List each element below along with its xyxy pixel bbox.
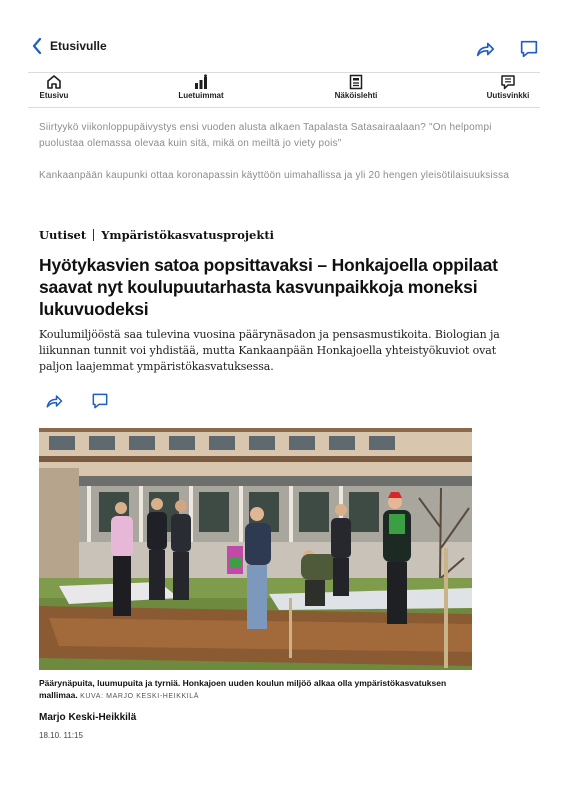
article-lead: Koulumiljööstä saa tulevina vuosina päärynäsadon ja pensasmustikoita. Biologian ja liikunnan tunnit voi yhdistää, mutta Kankaanpään Honkajoella yhteistyökuviot ovat paljon laajemmat ympäristökasvatuksessa. (39, 328, 500, 373)
main-nav (28, 72, 540, 108)
nav-item-uutisvinkki[interactable] (480, 73, 536, 107)
caption-text: Päärynäpuita, luumupuita ja tyrniä. Honkajoen uuden koulun miljöö alkaa olla ympäristökasvatuksen mallimaa. (39, 678, 447, 700)
section-divider (93, 229, 94, 241)
bar-chart-icon (193, 74, 209, 90)
teaser-link[interactable]: Kankaanpään kaupunki ottaa koronapassin käyttöön uimahallissa ja yli 20 hengen yleisötilaisuuksissa (39, 170, 510, 181)
article-photo[interactable] (39, 428, 472, 670)
chevron-left-icon (32, 38, 42, 54)
top-bar (0, 0, 566, 72)
teaser-link[interactable]: Siirtyykö viikonloppupäivystys ensi vuoden alusta alkaen Tapalasta Satasairaalaan? "On helpompi puolustaa olemassa olevaa kuin sitä, mikä on meiltä jo viety pois" (39, 122, 492, 149)
publish-date: 18.10. 11:15 (39, 731, 83, 740)
share-icon[interactable] (474, 38, 496, 60)
back-link[interactable] (32, 38, 107, 54)
nav-item-etusivu[interactable] (28, 73, 80, 107)
author-name[interactable]: Marjo Keski-Heikkilä (39, 712, 137, 723)
comment-icon[interactable] (90, 391, 110, 411)
photo-caption (39, 677, 479, 703)
share-icon[interactable] (44, 391, 64, 411)
home-icon (46, 74, 62, 90)
header-actions (474, 38, 540, 60)
comment-icon[interactable] (518, 38, 540, 60)
nav-label: Uutisvinkki (486, 91, 530, 100)
nav-item-nakoislehti[interactable] (326, 73, 386, 107)
tip-icon (500, 74, 516, 90)
back-label: Etusivulle (50, 39, 107, 53)
newspaper-icon (348, 74, 364, 90)
article-headline: Hyötykasvien satoa popsittavaksi – Honkajoella oppilaat saavat nyt koulupuutarhasta kasvunpaikkoja moneksi lukuvuodeksi (39, 255, 498, 319)
section-name[interactable]: Uutiset (39, 228, 87, 242)
nav-label: Näköislehti (334, 91, 378, 100)
subsection-name[interactable]: Ympäristökasvatusprojekti (101, 228, 275, 242)
section-label (39, 228, 274, 242)
article-actions (44, 391, 110, 411)
nav-label: Etusivu (39, 91, 69, 100)
nav-label: Luetuimmat (178, 91, 224, 100)
nav-item-luetuimmat[interactable] (171, 73, 231, 107)
photo-credit: KUVA: MARJO KESKI-HEIKKILÄ (80, 693, 200, 700)
